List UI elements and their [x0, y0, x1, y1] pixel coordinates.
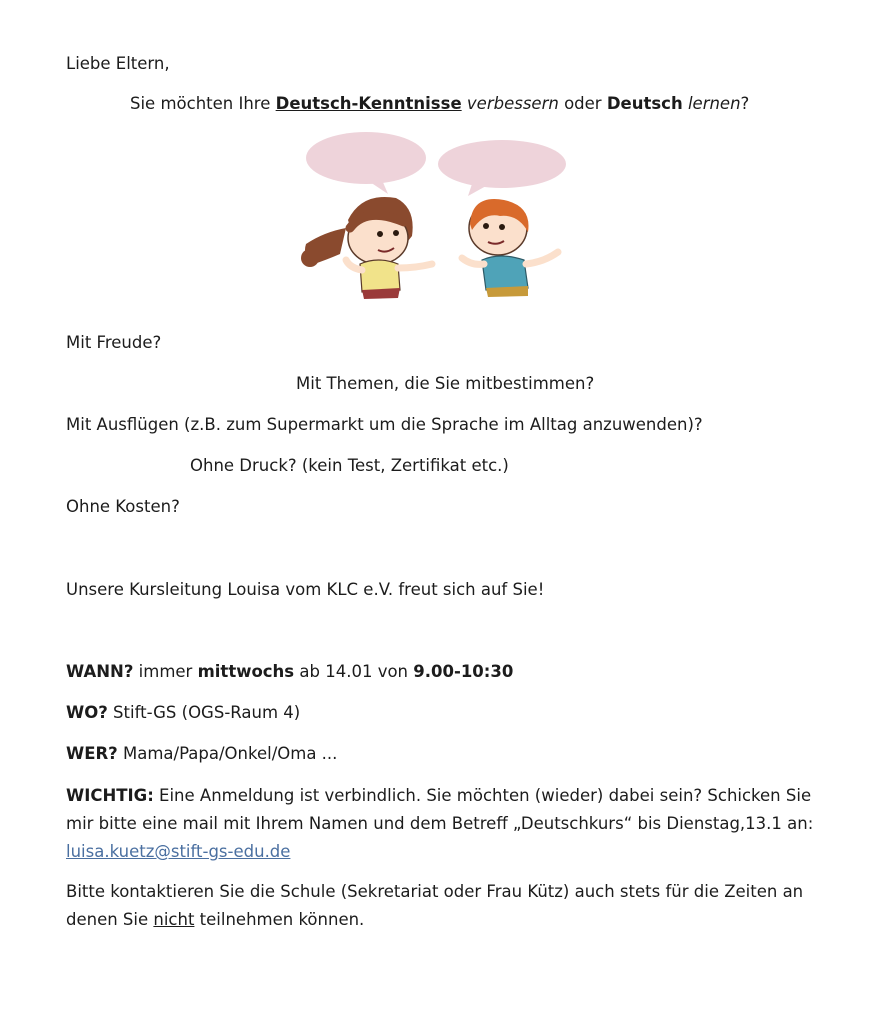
speech-bubble-icon: [306, 132, 426, 194]
intro-line: [130, 94, 749, 114]
when-day: mittwochs: [197, 662, 295, 681]
boy-icon: [462, 199, 558, 297]
intro-highlight-deutsch-kenntnisse: Deutsch-Kenntnisse: [275, 94, 462, 113]
contact-paragraph: [66, 878, 826, 934]
intro-text-oder: oder: [558, 94, 607, 113]
who-text: Mama/Papa/Onkel/Oma ...: [117, 744, 338, 763]
important-paragraph: [66, 782, 826, 866]
important-label: WICHTIG:: [66, 786, 154, 805]
question-ohne-kosten: Ohne Kosten?: [66, 497, 180, 516]
question-freude: Mit Freude?: [66, 333, 162, 352]
question-ausfluege: Mit Ausflügen (z.B. zum Supermarkt um die Sprache im Alltag anzuwenden)?: [66, 415, 703, 434]
intro-highlight-deutsch: Deutsch: [606, 94, 683, 113]
important-text: Eine Anmeldung ist verbindlich. Sie möchten (wieder) dabei sein? Schicken Sie mir bitte eine mail mit Ihrem Namen und dem Betreff „Deutschkurs“ bis Dienstag,13.1 an:: [66, 786, 814, 833]
when-text-2: ab 14.01 von: [294, 662, 414, 681]
when-label: WANN?: [66, 662, 134, 681]
who-line: [66, 744, 337, 764]
when-text-1: immer: [133, 662, 198, 681]
children-talking-illustration: [296, 128, 586, 304]
speech-bubble-icon: [438, 140, 566, 196]
course-leader-line: Unsere Kursleitung Louisa vom KLC e.V. freut sich auf Sie!: [66, 580, 545, 599]
contact-text-1: Bitte kontaktieren Sie die Schule (Sekretariat oder Frau Kütz) auch stets für die Zeiten an denen Sie: [66, 882, 804, 929]
contact-text-2: teilnehmen können.: [194, 910, 365, 929]
question-ohne-druck: Ohne Druck? (kein Test, Zertifikat etc.): [190, 456, 509, 475]
intro-verb-lernen: lernen: [687, 94, 741, 113]
question-themen: Mit Themen, die Sie mitbestimmen?: [296, 374, 595, 393]
where-line: [66, 703, 300, 723]
where-text: Stift-GS (OGS-Raum 4): [107, 703, 301, 722]
where-label: WO?: [66, 703, 108, 722]
who-label: WER?: [66, 744, 118, 763]
when-line: [66, 662, 513, 682]
intro-question-mark: ?: [740, 94, 750, 113]
intro-text-1: Sie möchten Ihre: [130, 94, 276, 113]
when-time: 9.00-10:30: [413, 662, 514, 681]
email-link[interactable]: luisa.kuetz@stift-gs-edu.de: [66, 842, 291, 861]
greeting: Liebe Eltern,: [66, 54, 170, 73]
contact-emphasis-nicht: nicht: [153, 910, 195, 929]
girl-icon: [301, 197, 432, 299]
intro-verb-verbessern: verbessern: [466, 94, 559, 113]
